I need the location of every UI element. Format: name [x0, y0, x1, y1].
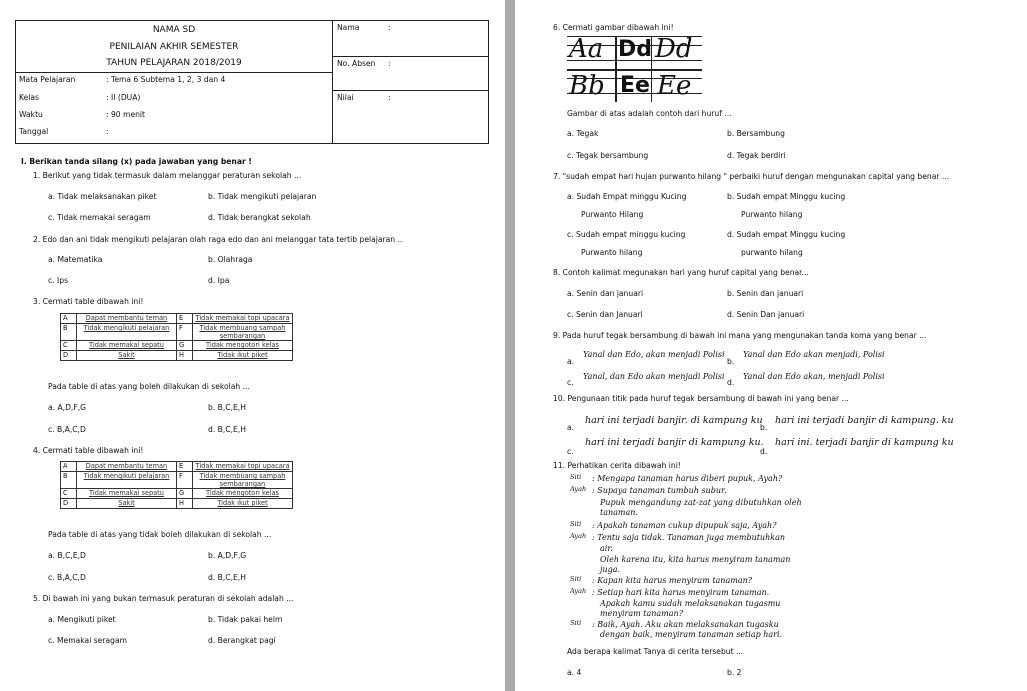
option-b[interactable]: Yanal dan Edo akan menjadi, Polisi	[743, 350, 885, 359]
field-value: :	[388, 59, 391, 68]
table-cell: Dapat membantu teman	[77, 462, 177, 472]
table-row	[61, 324, 293, 341]
option-d-line2: purwanto hilang	[741, 248, 803, 257]
option-d[interactable]: d. Berangkat pagi	[208, 636, 276, 645]
letter: Bb	[569, 71, 605, 101]
dialog-line: dengan baik, menyiram tanaman setiap hari.	[600, 630, 783, 639]
table-cell: G	[177, 489, 193, 499]
question-followup: Gambar di atas adalah contoh dari huruf ...	[567, 109, 732, 118]
table-cell: C	[61, 489, 77, 499]
field-label: No. Absen	[337, 59, 376, 68]
field-value: : Tema 6 Subtema 1, 2, 3 dan 4	[106, 75, 226, 84]
option-d[interactable]: Yanal dan Edo akan, menjadi Polisi	[743, 372, 885, 381]
option-b[interactable]: b. Tidak mengikuti pelajaran	[208, 192, 317, 201]
table-row	[61, 351, 293, 361]
table-cell: F	[177, 472, 193, 489]
table-cell: E	[177, 462, 193, 472]
page-right	[515, 0, 1027, 691]
option-a-label[interactable]: a.	[567, 357, 575, 366]
option-b[interactable]: b. Tidak pakai helm	[208, 615, 283, 624]
option-c[interactable]: c. B,A,C,D	[48, 425, 86, 434]
option-c-label[interactable]: c.	[567, 447, 574, 456]
field-value: : 90 menit	[106, 110, 146, 119]
table-cell: Tidak ikut piket	[193, 499, 293, 509]
option-d[interactable]: d. Ipa	[208, 276, 230, 285]
question-text: 10. Pengunaan titik pada huruf tegak bersambung di bawah ini yang benar ...	[553, 394, 849, 403]
option-d[interactable]: d. Tegak berdiri	[727, 151, 786, 160]
question-text: 9. Pada huruf tegak bersambung di bawah ini mana yang mengunakan tanda koma yang benar ...	[553, 331, 927, 340]
option-c-line2: Purwanto hilang	[581, 248, 643, 257]
speaker: Siti	[570, 473, 582, 481]
option-b-label[interactable]: b.	[760, 423, 768, 432]
table-row	[61, 472, 293, 489]
letter: Aa	[569, 34, 604, 64]
option-c[interactable]: c. B,A,C,D	[48, 573, 86, 582]
dialog-line: : Apakah tanaman cukup dipupuk saja, Ayah?	[592, 521, 777, 530]
option-a[interactable]: a. 4	[567, 668, 582, 677]
section-title: I. Berikan tanda silang (x) pada jawaban yang benar !	[21, 157, 252, 166]
exam-title: PENILAIAN AKHIR SEMESTER	[109, 42, 239, 52]
dialog-line: tanaman.	[600, 508, 638, 517]
dialog-line: air.	[600, 544, 613, 553]
option-d-label[interactable]: d.	[760, 447, 768, 456]
question-text: 4. Cermati table dibawah ini!	[33, 446, 144, 455]
table-cell: Tidak mengikuti pelajaran	[77, 324, 177, 341]
table-cell: Tidak mengotori kelas	[193, 341, 293, 351]
table-cell: Sakit	[77, 351, 177, 361]
letter-image	[567, 36, 702, 102]
table-row	[61, 341, 293, 351]
option-a-label[interactable]: a.	[567, 423, 575, 432]
table-cell: A	[61, 314, 77, 324]
dialog-line: : Baik, Ayah. Aku akan melaksanakan tugasku	[592, 620, 779, 629]
question-text: 2. Edo dan ani tidak mengikuti pelajaran olah raga edo dan ani melanggar tata tertib pelajaran ..	[33, 235, 403, 244]
dialog-line: : Supaya tanaman tumbuh subur.	[592, 486, 727, 495]
table-cell: B	[61, 324, 77, 341]
table-cell: Tidak mengikuti pelajaran	[77, 472, 177, 489]
letter: Dd	[618, 37, 653, 62]
speaker: Ayah	[570, 587, 587, 595]
option-d[interactable]: d. Senin Dan januari	[727, 310, 805, 319]
option-c[interactable]: c. Tidak memakai seragam	[48, 213, 151, 222]
speaker: Siti	[570, 619, 582, 627]
question-text: 5. Di bawah ini yang bukan termasuk peraturan di sekolah adalah ...	[33, 594, 294, 603]
letter: Ee	[620, 73, 650, 98]
question-text: 1. Berikut yang tidak termasuk dalam melanggar peraturan sekolah ...	[33, 171, 302, 180]
question-followup: Pada table di atas yang boleh dilakukan di sekolah ...	[48, 382, 250, 391]
question-text: 6. Cermati gambar dibawah ini!	[553, 23, 674, 32]
speaker: Siti	[570, 520, 582, 528]
option-a[interactable]: hari ini terjadi banjir. di kampung ku	[585, 415, 763, 426]
table-cell: F	[177, 324, 193, 341]
question-text: 3. Cermati table dibawah ini!	[33, 297, 144, 306]
table-cell: H	[177, 499, 193, 509]
option-b[interactable]: b. B,C,E,H	[208, 403, 246, 412]
field-label: Waktu	[19, 110, 43, 119]
dialog-line: menyiram tanaman?	[600, 609, 683, 618]
exam-year: TAHUN PELAJARAN 2018/2019	[106, 58, 242, 68]
option-b[interactable]: b. 2	[727, 668, 742, 677]
table-cell: H	[177, 351, 193, 361]
table-cell: Sakit	[77, 499, 177, 509]
option-b-label[interactable]: b.	[727, 357, 735, 366]
table-row	[61, 314, 293, 324]
option-b[interactable]: b. A,D,F,G	[208, 551, 247, 560]
question-text: 7. "sudah empat hari hujan purwanto hilang " perbaiki huruf dengan mengunakan capital yang benar ...	[553, 172, 950, 181]
table-cell: Tidak mengotori kelas	[193, 489, 293, 499]
field-value: :	[388, 23, 391, 32]
option-a[interactable]: Yanal dan Edo, akan menjadi Polisi	[583, 350, 725, 359]
field-value: : II (DUA)	[106, 93, 141, 102]
table-cell: Tidak ikut piket	[193, 351, 293, 361]
option-d[interactable]: d. Tidak berangkat sekolah	[208, 213, 311, 222]
option-a[interactable]: a. A,D,F,G	[48, 403, 87, 412]
school-name: NAMA SD	[152, 25, 196, 35]
table-cell: B	[61, 472, 77, 489]
field-label: Tanggal	[19, 127, 49, 136]
option-c[interactable]: Yanal, dan Edo akan menjadi Polisi	[583, 372, 725, 381]
field-label: Mata Pelajaran	[19, 75, 76, 84]
letter: Ee	[657, 71, 692, 101]
option-c[interactable]: c. Tegak bersambung	[567, 151, 649, 160]
question-followup: Ada berapa kalimat Tanya di cerita tersebut ...	[567, 647, 744, 656]
option-b-line2: Purwanto hilang	[741, 210, 803, 219]
option-b[interactable]: b. Bersambung	[727, 129, 785, 138]
dialog-line: : Mengapa tanaman harus diberi pupuk, Ayah?	[592, 474, 783, 483]
option-d-label[interactable]: d.	[727, 378, 735, 387]
table-cell: D	[61, 499, 77, 509]
speaker: Ayah	[570, 532, 587, 540]
option-c[interactable]: c. Ips	[48, 276, 69, 285]
field-value: :	[106, 127, 109, 136]
dialog-line: : Kapan kita harus menyiram tanaman?	[592, 576, 753, 585]
option-b[interactable]: b. Olahraga	[208, 255, 253, 264]
field-label: Nama	[337, 23, 360, 32]
question-text: 8. Contoh kalimat megunakan hari yang huruf capital yang benar...	[553, 268, 809, 277]
table-cell: A	[61, 462, 77, 472]
option-c[interactable]: c. Memakai seragam	[48, 636, 127, 645]
option-a[interactable]: a. Sudah Empat minggu Kucing	[567, 192, 687, 201]
table-cell: D	[61, 351, 77, 361]
option-c[interactable]: c. Sudah empat minggu kucing	[567, 230, 686, 239]
header-box	[15, 20, 489, 144]
speaker: Siti	[570, 575, 582, 583]
dialog-line: : Tentu saja tidak. Tanaman juga membutuhkan	[592, 533, 786, 542]
table-cell: Tidak membuang sampah sembarangan	[193, 472, 293, 489]
dialog-line: juga.	[600, 565, 621, 574]
option-a[interactable]: a. Tidak melaksanakan piket	[48, 192, 157, 201]
option-d[interactable]: d. B,C,E,H	[208, 425, 246, 434]
table-cell: Dapat membantu teman	[77, 314, 177, 324]
page-left	[0, 0, 505, 691]
table-cell: Tidak memakai sepatu	[77, 341, 177, 351]
option-a[interactable]: a. Senin dan januari	[567, 289, 644, 298]
option-a-line2: Purwanto Hilang	[581, 210, 644, 219]
dialog-line: Apakah kamu sudah melaksanakan tugasmu	[600, 599, 781, 608]
option-d[interactable]: hari ini. terjadi banjir di kampung ku	[775, 437, 954, 448]
table-cell: G	[177, 341, 193, 351]
table-row	[61, 499, 293, 509]
field-value: :	[388, 93, 391, 102]
table-cell: C	[61, 341, 77, 351]
table-row	[61, 462, 293, 472]
table-cell: Tidak memakai topi upacara	[193, 314, 293, 324]
option-a[interactable]: a. Mengikuti piket	[48, 615, 116, 624]
option-b[interactable]: hari ini terjadi banjir di kampung. ku	[775, 415, 954, 426]
table-cell: Tidak membuang sampah sembarangan	[193, 324, 293, 341]
field-label: Kelas	[19, 93, 39, 102]
option-a[interactable]: a. Tegak	[567, 129, 599, 138]
dialog-line: : Setiap hari kita harus menyiram tanaman.	[592, 588, 770, 597]
rules-table	[60, 313, 293, 361]
option-b[interactable]: b. Sudah empat Minggu kucing	[727, 192, 846, 201]
option-a[interactable]: a. B,C,E,D	[48, 551, 86, 560]
question-followup: Pada table di atas yang tidak boleh dilakukan di sekolah ...	[48, 530, 272, 539]
option-d[interactable]: d. B,C,E,H	[208, 573, 246, 582]
rules-table	[60, 461, 293, 509]
option-c[interactable]: hari ini terjadi banjir di kampung ku.	[585, 437, 764, 448]
table-cell: E	[177, 314, 193, 324]
dialog-line: Pupuk mengandung zat-zat yang dibutuhkan oleh	[600, 498, 802, 507]
option-a[interactable]: a. Matematika	[48, 255, 103, 264]
question-text: 11. Perhatikan cerita dibawah ini!	[553, 461, 681, 470]
letter: Dd	[655, 34, 693, 64]
table-row	[61, 489, 293, 499]
table-cell: Tidak memakai sepatu	[77, 489, 177, 499]
table-cell: Tidak memakai topi upacara	[193, 462, 293, 472]
option-c[interactable]: c. Senin dan Januari	[567, 310, 643, 319]
speaker: Ayah	[570, 485, 587, 493]
option-b[interactable]: b. Senin dan januari	[727, 289, 804, 298]
option-d[interactable]: d. Sudah empat Minggu kucing	[727, 230, 846, 239]
option-c-label[interactable]: c.	[567, 378, 574, 387]
field-label: Nilai	[337, 93, 354, 102]
dialog-line: Oleh karena itu, kita harus menyiram tanaman	[600, 555, 791, 564]
